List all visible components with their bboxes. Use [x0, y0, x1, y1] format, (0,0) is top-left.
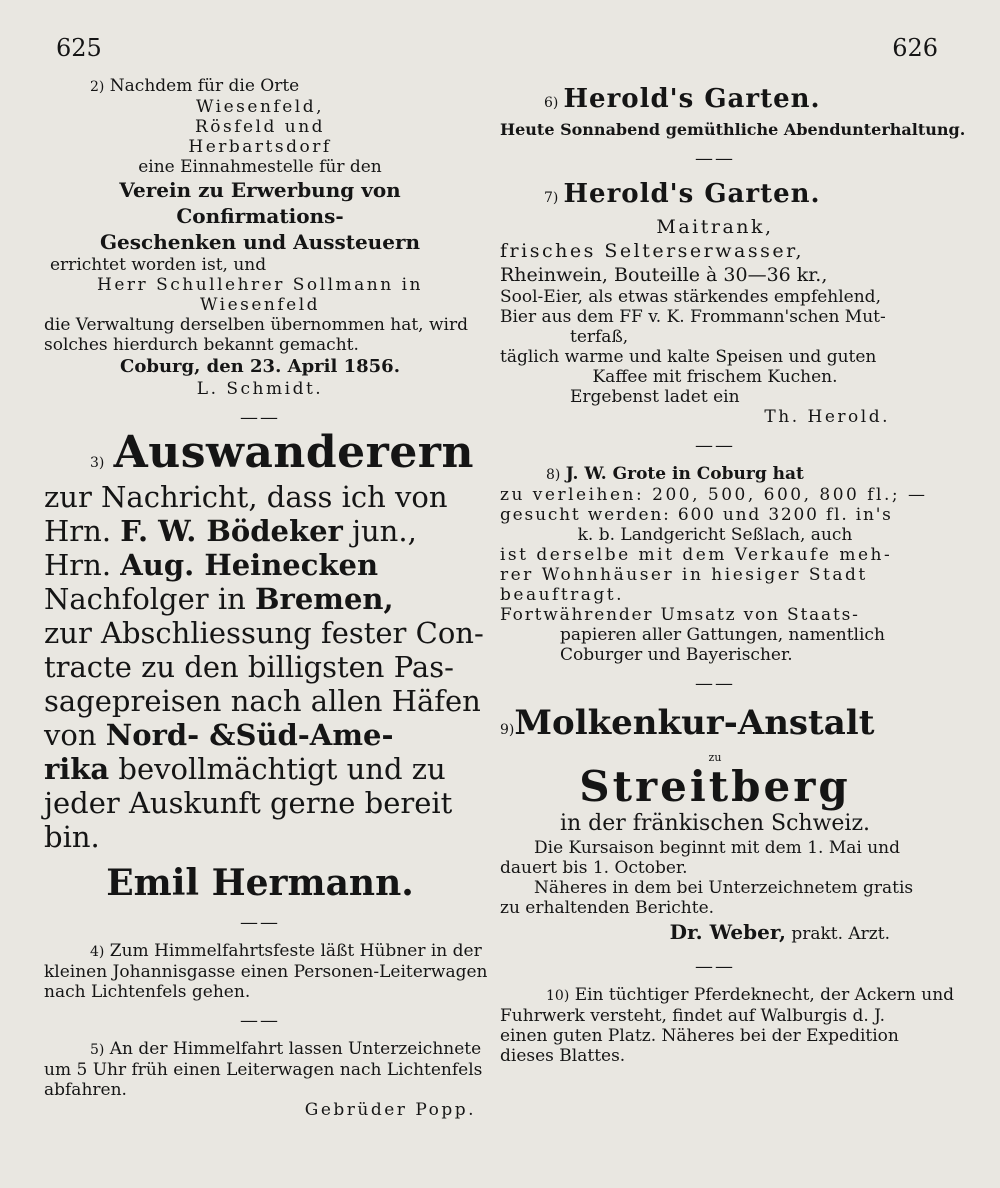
notice-line: eine Einnahmestelle für den	[138, 157, 382, 177]
person-name: Aug. Heinecken	[120, 548, 379, 582]
city-name: Bremen,	[255, 582, 394, 616]
notice-10-stable-hand	[500, 985, 955, 1066]
notice-line: um 5 Uhr früh einen Leiterwagen nach Lichtenfels	[44, 1060, 483, 1080]
menu-item: Maitrank,	[656, 216, 774, 238]
place-name: Wiesenfeld,	[196, 97, 324, 117]
notice-9-molkenkur	[500, 702, 930, 948]
notice-line: Hrn.	[44, 514, 112, 548]
menu-item: täglich warme und kalte Speisen und guten	[500, 347, 877, 367]
notice-number: 9)	[500, 722, 515, 738]
place-name: Herbartsdorf	[188, 137, 332, 157]
notice-signature: L. Schmidt.	[196, 379, 324, 399]
notice-line: Hrn.	[44, 548, 112, 582]
notice-line: Coburger und Bayerischer.	[560, 645, 793, 665]
notice-line: bevollmächtigt und zu	[118, 752, 446, 786]
notice-line: beauftragt.	[500, 585, 625, 605]
separator: ——	[695, 673, 735, 694]
notice-title: Herold's Garten.	[563, 84, 821, 114]
separator: ——	[695, 435, 735, 456]
doctor-title: prakt. Arzt.	[791, 924, 890, 944]
notice-line: tracte zu den billigsten Pas-	[44, 650, 454, 684]
menu-item: Bier aus dem FF v. K. Frommann'schen Mut-	[500, 307, 886, 327]
notice-line: Näheres in dem bei Unterzeichnetem gratis	[534, 878, 914, 898]
separator: ——	[240, 912, 280, 933]
notice-line: Herr Schullehrer Sollmann in	[97, 275, 423, 295]
association-name: Verein zu Erwerbung von Confirmations-	[119, 178, 401, 228]
left-column	[44, 76, 488, 1128]
notice-signature: Th. Herold.	[764, 407, 890, 427]
notice-number: 10)	[546, 988, 570, 1004]
notice-number: 7)	[544, 190, 559, 206]
notice-line: nach Lichtenfels gehen.	[44, 982, 251, 1002]
menu-item: frisches Selterserwasser,	[500, 240, 805, 262]
notice-number: 6)	[544, 95, 559, 111]
menu-item: Rheinwein, Bouteille à 30—36 kr.,	[500, 264, 828, 286]
notice-line: zu erhaltenden Berichte.	[500, 898, 715, 918]
notice-line: einen guten Platz. Näheres bei der Expedition	[500, 1026, 899, 1046]
notice-line: jeder Auskunft gerne bereit	[44, 786, 453, 820]
page-number-right: 626	[892, 34, 938, 62]
notice-2-confirmation-association	[44, 76, 476, 399]
notice-line: Heute Sonnabend gemüthliche Abendunterhaltung.	[500, 120, 966, 139]
notice-signature: Gebrüder Popp.	[304, 1100, 476, 1120]
menu-item: Kaffee mit frischem Kuchen.	[592, 367, 838, 387]
separator: ——	[695, 148, 735, 169]
association-name: Geschenken und Aussteuern	[99, 230, 421, 254]
notice-4-ascension-wagon	[44, 941, 488, 1002]
notice-line: rer Wohnhäuser in hiesiger Stadt	[500, 565, 868, 585]
separator: ——	[240, 1010, 280, 1031]
page-number-left: 625	[56, 34, 102, 62]
place-name: Wiesenfeld	[199, 295, 321, 315]
notice-7-herolds-garten-menu	[500, 177, 930, 427]
notice-line: Ergebenst ladet ein	[570, 387, 740, 407]
separator: ——	[695, 956, 735, 977]
destination-name: Nord- &Süd-Ame-	[105, 718, 394, 752]
notice-3-emigration	[44, 427, 484, 904]
notice-line: dauert bis 1. October.	[500, 858, 688, 878]
notice-signature: Emil Hermann.	[106, 862, 414, 904]
menu-item: Sool-Eier, als etwas stärkendes empfehlend,	[500, 287, 881, 307]
notice-line: Nachfolger in	[44, 582, 246, 616]
notice-line: zu	[708, 751, 722, 764]
notice-number: 5)	[90, 1042, 105, 1058]
notice-line: zur Abschliessung fester Con-	[44, 616, 484, 650]
notice-number: 3)	[90, 455, 105, 471]
notice-8-grote-loans	[500, 464, 930, 665]
notice-title: Molkenkur-Anstalt	[514, 703, 875, 743]
notice-line: J. W. Grote in Coburg hat	[565, 464, 804, 484]
notice-line: solches hierdurch bekannt gemacht.	[44, 335, 359, 355]
destination-name: rika	[44, 752, 110, 786]
notice-line: Ein tüchtiger Pferdeknecht, der Ackern und	[574, 985, 955, 1005]
headline: Auswanderern	[113, 427, 474, 478]
notice-number: 4)	[90, 944, 105, 960]
notice-6-herolds-garten	[500, 82, 966, 140]
notice-line: von	[44, 718, 97, 752]
notice-line: ist derselbe mit dem Verkaufe meh-	[500, 545, 893, 565]
notice-number: 2)	[90, 79, 105, 95]
right-column	[500, 82, 966, 1074]
notice-line: errichtet worden ist, und	[50, 255, 267, 275]
notice-line: kleinen Johannisgasse einen Personen-Leiterwagen	[44, 962, 488, 982]
notice-date: Coburg, den 23. April 1856.	[120, 356, 400, 377]
notice-line: zu verleihen: 200, 500, 600, 800 fl.; —	[500, 485, 928, 505]
notice-line: sagepreisen nach allen Häfen	[44, 684, 481, 718]
region-name: in der fränkischen Schweiz.	[559, 811, 871, 836]
notice-line: abfahren.	[44, 1080, 127, 1100]
person-name: F. W. Bödeker	[120, 514, 343, 548]
notice-line: Fortwährender Umsatz von Staats-	[500, 605, 860, 625]
place-name: Streitberg	[579, 762, 851, 811]
separator: ——	[240, 407, 280, 428]
notice-line: Nachdem für die Orte	[109, 76, 300, 96]
notice-line: Die Kursaison beginnt mit dem 1. Mai und	[534, 838, 900, 858]
notice-line: gesucht werden: 600 und 3200 fl. in's	[500, 505, 893, 525]
notice-number: 8)	[546, 467, 561, 483]
notice-line: zur Nachricht, dass ich von	[44, 480, 448, 514]
notice-line: Zum Himmelfahrtsfeste läßt Hübner in der	[109, 941, 482, 961]
notice-line: die Verwaltung derselben übernommen hat, wird	[44, 315, 468, 335]
menu-item: terfaß,	[570, 327, 629, 347]
notice-line: Fuhrwerk versteht, findet auf Walburgis d. J.	[500, 1006, 886, 1026]
notice-line: k. b. Landgericht Seßlach, auch	[577, 525, 853, 545]
place-name: Rösfeld und	[194, 117, 326, 137]
notice-line: bin.	[44, 820, 100, 854]
notice-title: Herold's Garten.	[563, 179, 821, 209]
notice-line: jun.,	[352, 514, 417, 548]
notice-line: An der Himmelfahrt lassen Unterzeichnete	[109, 1039, 482, 1059]
notice-line: dieses Blattes.	[500, 1046, 626, 1066]
doctor-name: Dr. Weber,	[669, 920, 786, 944]
notice-5-ascension-trip	[44, 1039, 483, 1120]
notice-line: papieren aller Gattungen, namentlich	[560, 625, 885, 645]
